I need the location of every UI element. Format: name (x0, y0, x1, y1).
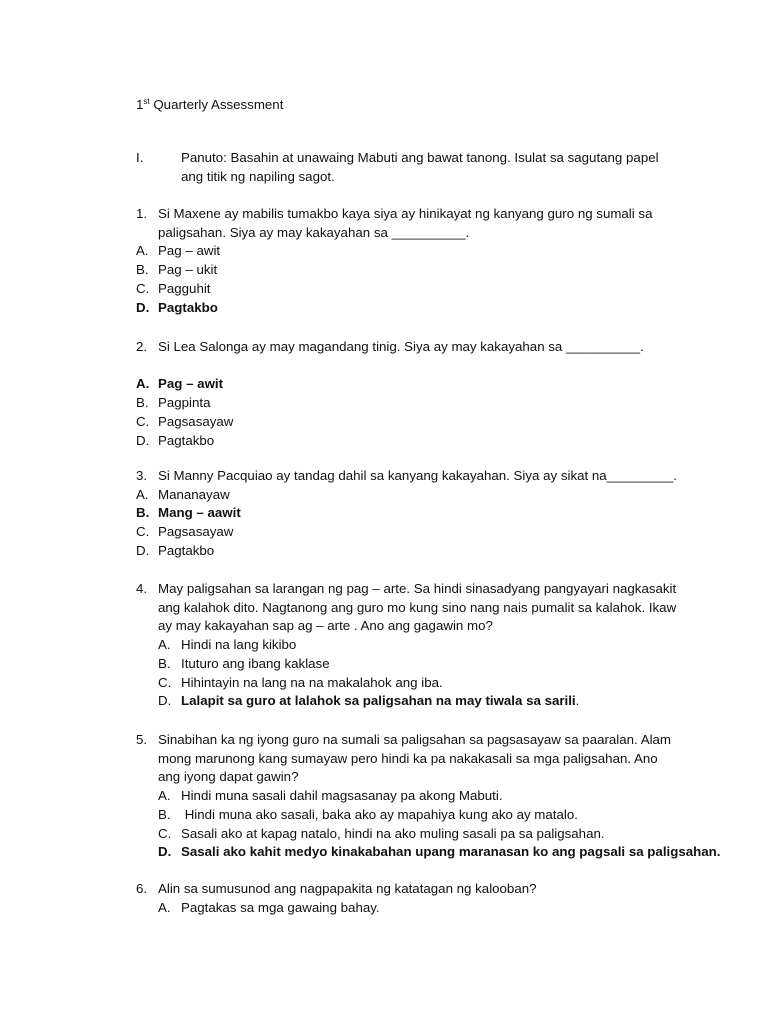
option-letter: C. (158, 674, 172, 690)
answer-option (136, 899, 678, 918)
option-letter: C. (136, 413, 150, 429)
option-letter: C. (136, 524, 150, 540)
option-letter: D. (158, 844, 172, 860)
answer-option (136, 242, 678, 261)
option-letter: A. (158, 899, 171, 915)
question-stem: Si Lea Salonga ay may magandang tinig. Siya ay may kakayahan sa __________. (158, 339, 644, 354)
answer-option (136, 674, 678, 693)
answer-option (136, 806, 720, 825)
question-stem: Si Maxene ay mabilis tumakbo kaya siya ay hinikayat ng kanyang guro ng sumali sa paligsahan. Siya ay may kakayahan sa __________. (158, 206, 653, 240)
answer-option-correct (136, 299, 678, 318)
question-6 (136, 880, 678, 917)
title-rest: Quarterly Assessment (149, 97, 284, 112)
option-letter: D. (136, 432, 150, 448)
option-letter: B. (158, 655, 171, 671)
answer-option (136, 413, 678, 432)
option-text: Hihintayin na lang na na makalahok ang iba. (181, 674, 443, 690)
option-text: Pag – awit (158, 243, 221, 259)
page-title (136, 93, 283, 114)
answer-option (136, 523, 678, 542)
question-stem: Sinabihan ka ng iyong guro na sumali sa paligsahan sa pagsasayaw sa paaralan. Alam mong marunong kang sumayaw pero hindi ka pa nakakasali sa mga paligsahan. Ano ang iyong dapat gawin? (158, 732, 672, 785)
option-letter: B. (136, 262, 149, 278)
question-number: 4. (136, 581, 148, 596)
answer-option (136, 394, 678, 413)
question-stem: Alin sa sumusunod ang nagpapakita ng katatagan ng kalooban? (158, 881, 537, 896)
option-letter: B. (136, 505, 150, 521)
option-text: Pagtakas sa mga gawaing bahay. (181, 899, 380, 915)
question-number: 1. (136, 206, 148, 221)
question-1 (136, 205, 678, 317)
option-text: Sasali ako kahit medyo kinakabahan upang maranasan ko ang pagsali sa paligsahan. (181, 844, 721, 860)
answer-option (136, 542, 678, 561)
question-number: 3. (136, 468, 148, 483)
answer-option (136, 280, 678, 299)
instruction-numeral: I. (136, 150, 144, 165)
answer-option (136, 655, 678, 674)
option-letter: D. (136, 299, 150, 315)
answer-option (136, 486, 678, 505)
option-letter: B. (158, 806, 171, 822)
option-letter: A. (158, 637, 171, 653)
answer-option-correct (136, 504, 678, 523)
option-letter: B. (136, 395, 149, 411)
answer-option (136, 636, 678, 655)
option-text: Hindi na lang kikibo (181, 637, 297, 653)
option-text: Pagtakbo (158, 542, 215, 558)
option-text: Pagguhit (158, 280, 211, 296)
question-4 (136, 580, 678, 711)
option-letter: A. (136, 376, 150, 392)
option-letter: D. (136, 542, 150, 558)
question-number: 5. (136, 732, 148, 747)
option-letter: A. (136, 486, 149, 502)
option-text: Pag – ukit (158, 262, 218, 278)
option-text: Mananayaw (158, 486, 230, 502)
answer-option (136, 261, 678, 280)
question-number: 6. (136, 881, 148, 896)
option-text: Ituturo ang ibang kaklase (181, 655, 330, 671)
option-text: Pagtakbo (158, 432, 215, 448)
option-text: Hindi muna sasali dahil magsasanay pa akong Mabuti. (181, 788, 503, 804)
answer-option (136, 825, 720, 844)
option-letter: C. (158, 825, 172, 841)
option-suffix: . (575, 693, 580, 709)
question-3 (136, 467, 678, 561)
question-stem: Si Manny Pacquiao ay tandag dahil sa kanyang kakayahan. Siya ay sikat na_________. (158, 468, 677, 483)
answer-option (136, 787, 720, 806)
title-ordinal-suffix: st (143, 97, 150, 106)
option-text: Pag – awit (158, 376, 224, 392)
question-number: 2. (136, 339, 148, 354)
option-text: Pagtakbo (158, 299, 218, 315)
answer-option-correct (136, 843, 720, 862)
question-2 (136, 338, 678, 450)
option-letter: D. (158, 693, 172, 709)
answer-option (136, 432, 678, 451)
option-text: Pagpinta (158, 395, 211, 411)
option-text: Hindi muna ako sasali, baka ako ay mapahiya kung ako ay matalo. (181, 806, 578, 822)
instruction-text: Panuto: Basahin at unawaing Mabuti ang bawat tanong. Isulat sa sagutang papel ang titik ng napiling sagot. (181, 150, 659, 184)
option-text: Pagsasayaw (158, 524, 234, 540)
option-text: Lalapit sa guro at lalahok sa paligsahan na may tiwala sa sarili (181, 693, 576, 709)
question-stem: May paligsahan sa larangan ng pag – arte. Sa hindi sinasadyang pangyayari nagkasakit ang kalahok dito. Nagtanong ang guro mo kung sino nang nais pumalit sa kalahok. Ikaw ay may kakayahan sap ag – arte . Ano ang gagawin mo? (158, 581, 677, 634)
title-number: 1 (136, 97, 144, 112)
option-letter: A. (158, 788, 171, 804)
question-5 (136, 731, 720, 862)
option-letter: C. (136, 280, 150, 296)
option-text: Mang – aawit (158, 505, 241, 521)
option-text: Pagsasayaw (158, 413, 234, 429)
answer-option-correct (136, 375, 678, 394)
answer-option-correct (136, 692, 678, 711)
option-text: Sasali ako at kapag natalo, hindi na ako muling sasali pa sa paligsahan. (181, 825, 605, 841)
option-letter: A. (136, 243, 149, 259)
